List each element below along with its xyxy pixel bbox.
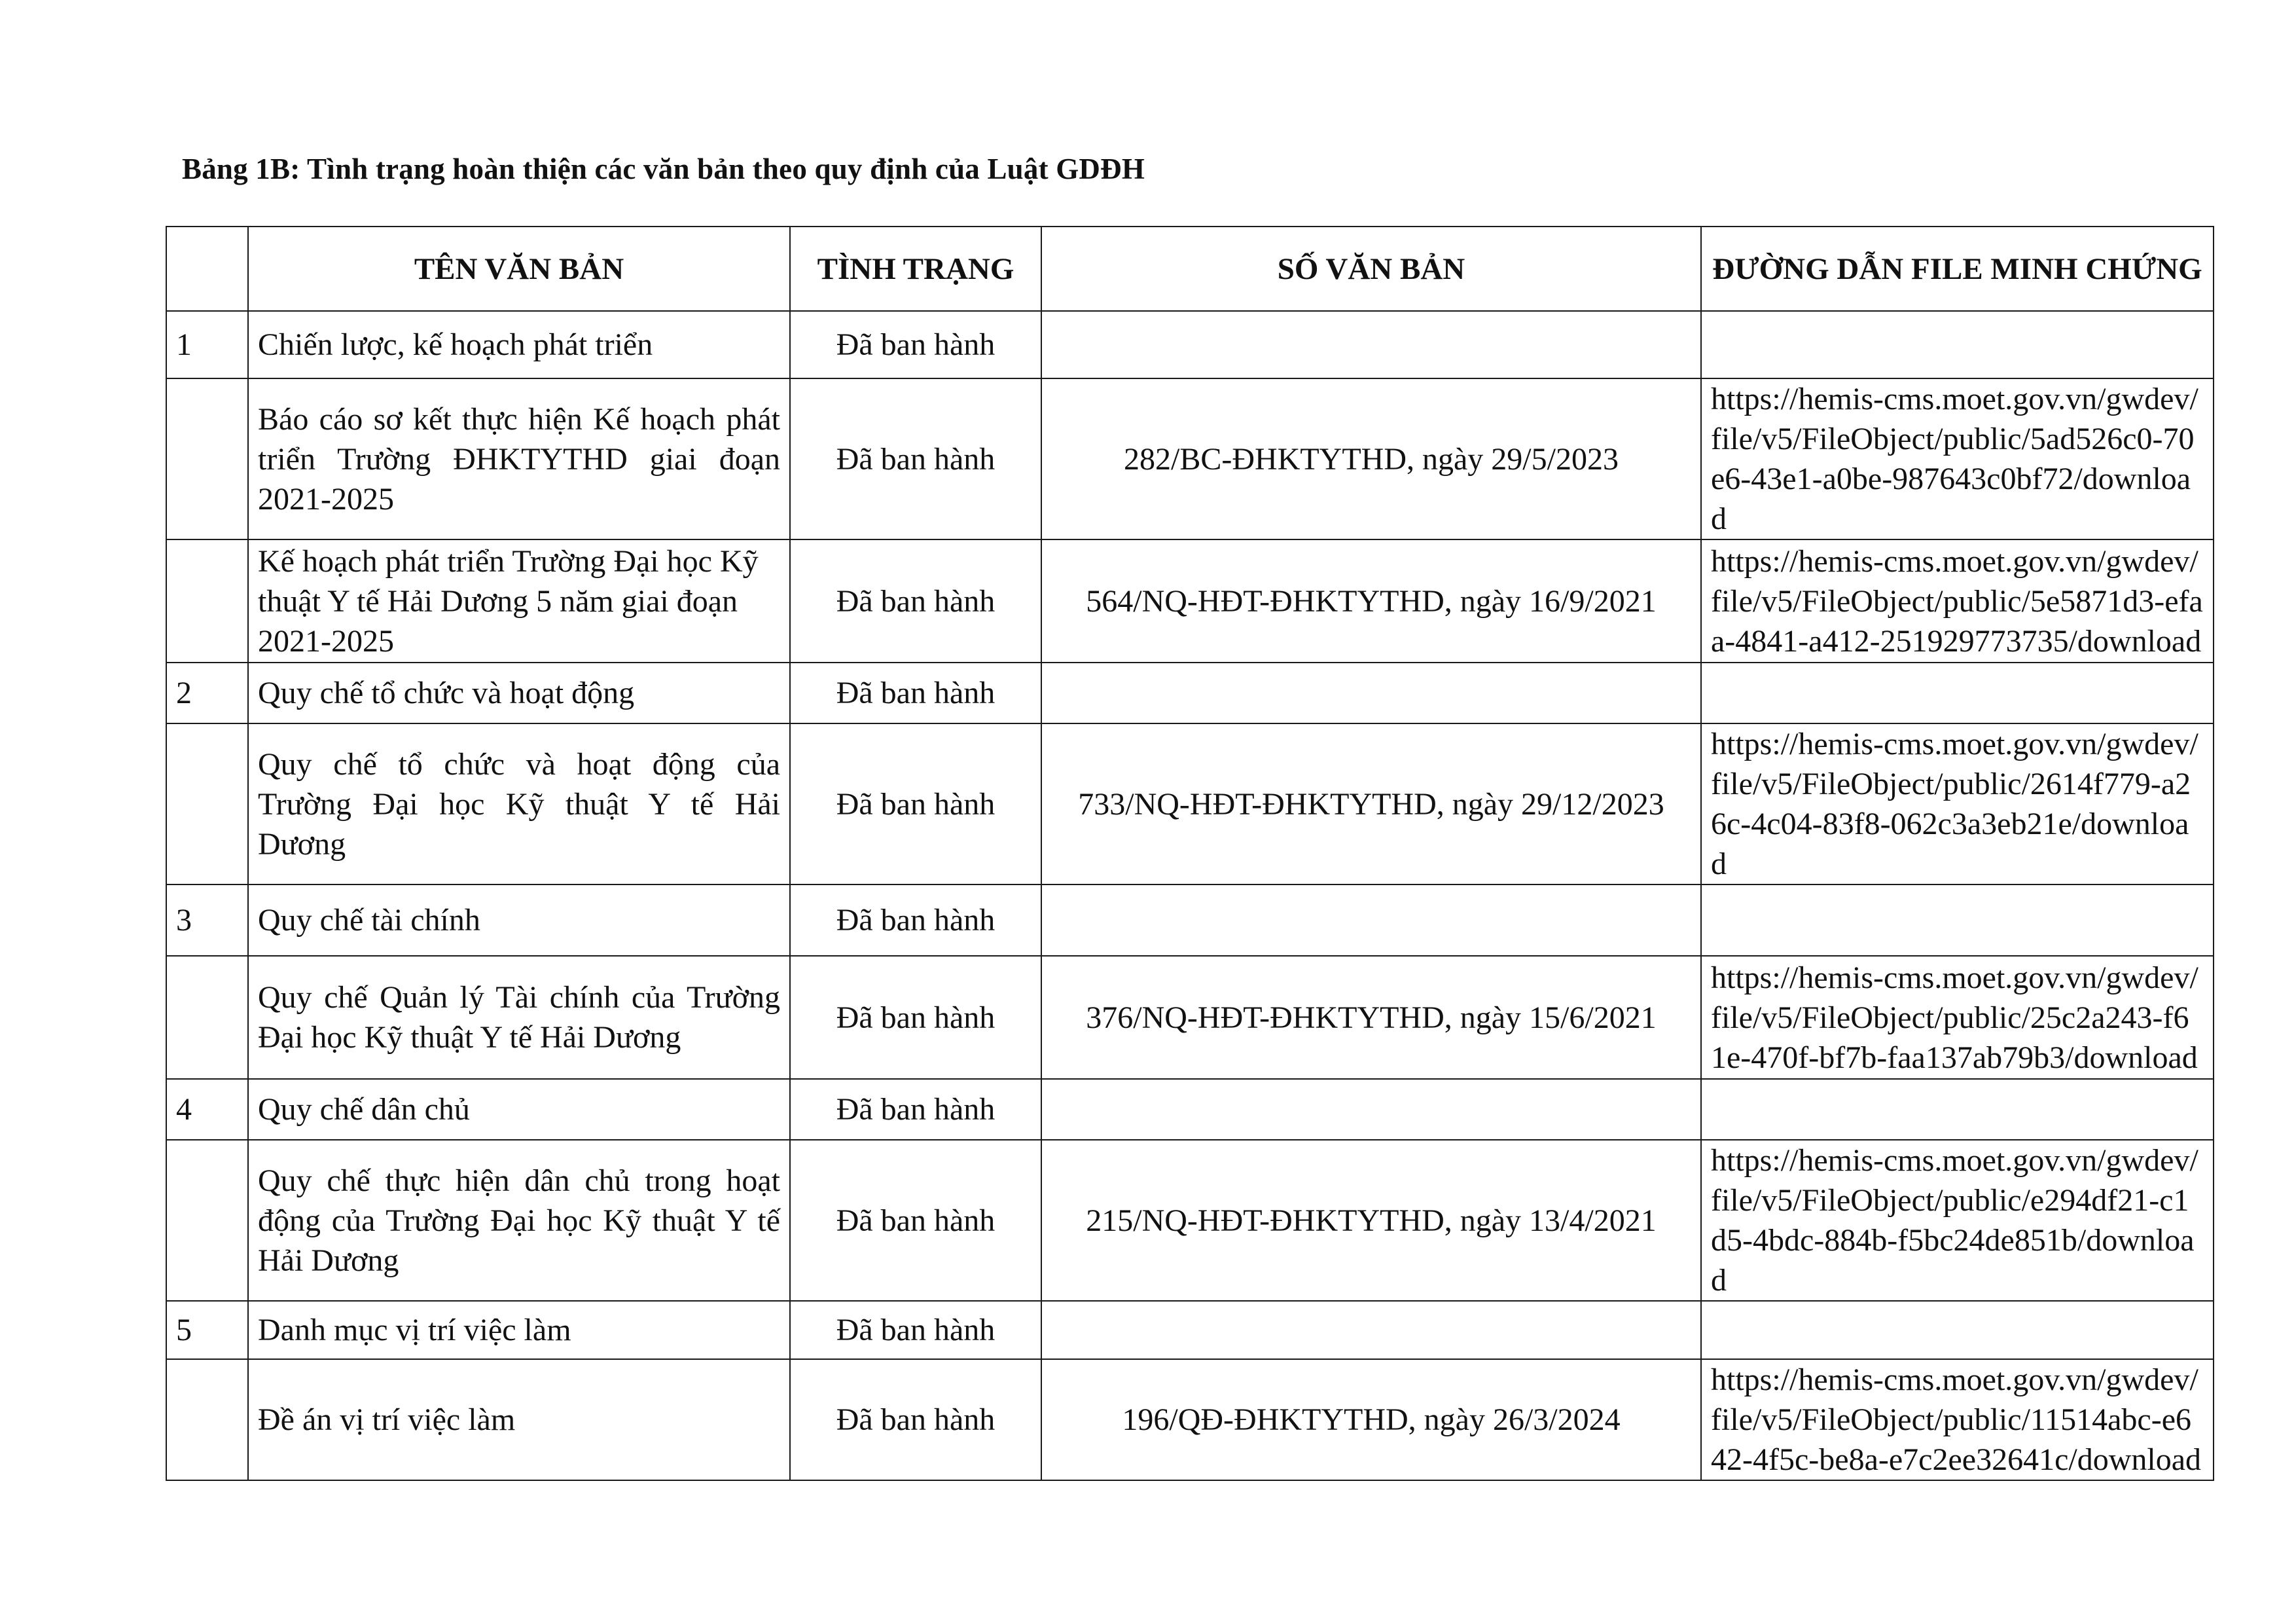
header-status: TÌNH TRẠNG (790, 227, 1041, 311)
row-link[interactable]: https://hemis-cms.moet.gov.vn/gwdev/file/v5/FileObject/public/5ad526c0-70e6-43e1-a0be-987643c0bf72/download (1701, 378, 2214, 539)
row-index: 2 (166, 663, 248, 723)
table-row (166, 1079, 2214, 1140)
row-number (1041, 311, 1701, 378)
table-caption: Bảng 1B: Tình trạng hoàn thiện các văn bản theo quy định của Luật GDĐH (182, 153, 1145, 185)
row-name: Quy chế tài chính (248, 884, 790, 956)
row-link[interactable]: https://hemis-cms.moet.gov.vn/gwdev/file/v5/FileObject/public/2614f779-a26c-4c04-83f8-062c3a3eb21e/download (1701, 723, 2214, 884)
table-row (166, 311, 2214, 378)
row-number (1041, 884, 1701, 956)
row-index (166, 723, 248, 884)
row-number: 282/BC-ĐHKTYTHD, ngày 29/5/2023 (1041, 378, 1701, 539)
row-number (1041, 663, 1701, 723)
row-link[interactable] (1701, 663, 2214, 723)
row-number: 733/NQ-HĐT-ĐHKTYTHD, ngày 29/12/2023 (1041, 723, 1701, 884)
row-index (166, 1359, 248, 1480)
row-link[interactable]: https://hemis-cms.moet.gov.vn/gwdev/file/v5/FileObject/public/11514abc-e642-4f5c-be8a-e7c2ee32641c/download (1701, 1359, 2214, 1480)
row-link[interactable]: https://hemis-cms.moet.gov.vn/gwdev/file/v5/FileObject/public/25c2a243-f61e-470f-bf7b-faa137ab79b3/download (1701, 956, 2214, 1079)
table-row (166, 1140, 2214, 1301)
row-status: Đã ban hành (790, 1301, 1041, 1359)
table-row (166, 378, 2214, 539)
row-link[interactable] (1701, 1301, 2214, 1359)
row-status: Đã ban hành (790, 1079, 1041, 1140)
header-number: SỐ VĂN BẢN (1041, 227, 1701, 311)
table-row (166, 539, 2214, 663)
row-name: Danh mục vị trí việc làm (248, 1301, 790, 1359)
row-status: Đã ban hành (790, 1140, 1041, 1301)
row-index: 4 (166, 1079, 248, 1140)
row-status: Đã ban hành (790, 956, 1041, 1079)
row-name: Quy chế thực hiện dân chủ trong hoạt động của Trường Đại học Kỹ thuật Y tế Hải Dương (248, 1140, 790, 1301)
row-link[interactable] (1701, 1079, 2214, 1140)
row-link[interactable]: https://hemis-cms.moet.gov.vn/gwdev/file/v5/FileObject/public/5e5871d3-efaa-4841-a412-251929773735/download (1701, 539, 2214, 663)
row-number (1041, 1079, 1701, 1140)
row-status: Đã ban hành (790, 723, 1041, 884)
table-row (166, 663, 2214, 723)
row-name: Quy chế Quản lý Tài chính của Trường Đại học Kỹ thuật Y tế Hải Dương (248, 956, 790, 1079)
table-row (166, 884, 2214, 956)
row-index (166, 539, 248, 663)
row-number: 564/NQ-HĐT-ĐHKTYTHD, ngày 16/9/2021 (1041, 539, 1701, 663)
header-name: TÊN VĂN BẢN (248, 227, 790, 311)
row-index (166, 956, 248, 1079)
row-name: Kế hoạch phát triển Trường Đại học Kỹ thuật Y tế Hải Dương 5 năm giai đoạn 2021-2025 (248, 539, 790, 663)
row-status: Đã ban hành (790, 539, 1041, 663)
row-index (166, 1140, 248, 1301)
row-name: Quy chế tổ chức và hoạt động (248, 663, 790, 723)
table-row (166, 1301, 2214, 1359)
header-link: ĐƯỜNG DẪN FILE MINH CHỨNG (1701, 227, 2214, 311)
row-link[interactable] (1701, 311, 2214, 378)
row-name: Quy chế dân chủ (248, 1079, 790, 1140)
row-name: Báo cáo sơ kết thực hiện Kế hoạch phát triển Trường ĐHKTYTHD giai đoạn 2021-2025 (248, 378, 790, 539)
row-name: Chiến lược, kế hoạch phát triển (248, 311, 790, 378)
row-status: Đã ban hành (790, 663, 1041, 723)
row-number (1041, 1301, 1701, 1359)
row-name: Đề án vị trí việc làm (248, 1359, 790, 1480)
row-status: Đã ban hành (790, 884, 1041, 956)
table-header-row (166, 227, 2214, 311)
row-name: Quy chế tổ chức và hoạt động của Trường Đại học Kỹ thuật Y tế Hải Dương (248, 723, 790, 884)
row-number: 215/NQ-HĐT-ĐHKTYTHD, ngày 13/4/2021 (1041, 1140, 1701, 1301)
table-row (166, 1359, 2214, 1480)
table-row (166, 723, 2214, 884)
header-index (166, 227, 248, 311)
row-status: Đã ban hành (790, 378, 1041, 539)
row-status: Đã ban hành (790, 1359, 1041, 1480)
row-index (166, 378, 248, 539)
row-number: 376/NQ-HĐT-ĐHKTYTHD, ngày 15/6/2021 (1041, 956, 1701, 1079)
row-status: Đã ban hành (790, 311, 1041, 378)
row-link[interactable]: https://hemis-cms.moet.gov.vn/gwdev/file/v5/FileObject/public/e294df21-c1d5-4bdc-884b-f5bc24de851b/download (1701, 1140, 2214, 1301)
row-number: 196/QĐ-ĐHKTYTHD, ngày 26/3/2024 (1041, 1359, 1701, 1480)
row-link[interactable] (1701, 884, 2214, 956)
row-index: 1 (166, 311, 248, 378)
row-index: 5 (166, 1301, 248, 1359)
documents-table (166, 226, 2214, 1481)
table-row (166, 956, 2214, 1079)
row-index: 3 (166, 884, 248, 956)
